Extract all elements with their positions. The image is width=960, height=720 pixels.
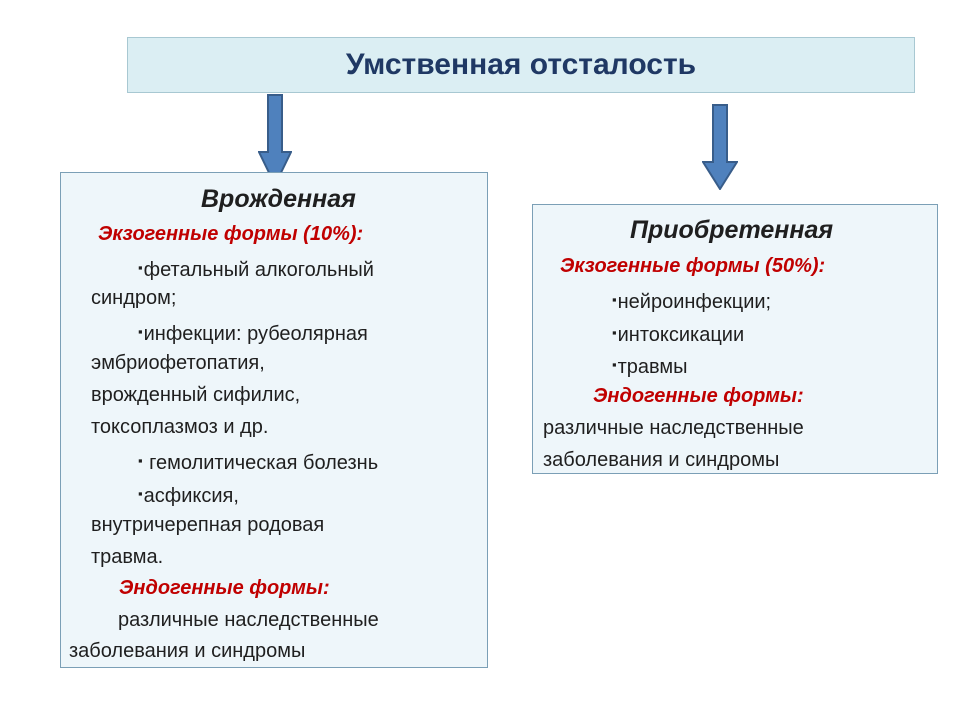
diagram-title: Умственная отсталость [345, 48, 697, 81]
acquired-box [532, 204, 938, 474]
bullet: ▪ [612, 325, 617, 340]
congenital-exogenous-heading: Экзогенные формы (10%): [98, 223, 364, 245]
list-item: ▪интоксикации [612, 324, 745, 346]
list-item: ▪ гемолитическая болезнь [138, 452, 379, 474]
list-item-continuation: врожденный сифилис, [91, 384, 301, 406]
list-item-continuation: токсоплазмоз и др. [91, 416, 269, 438]
congenital-box [60, 172, 488, 668]
list-item: ▪фетальный алкогольный [138, 259, 374, 281]
acquired-exogenous-heading: Экзогенные формы (50%): [560, 255, 826, 277]
bullet: ▪ [138, 260, 143, 275]
list-item: ▪асфиксия, [138, 485, 239, 507]
acquired-endogenous-text: различные наследственные [543, 417, 804, 439]
list-item-continuation: травма. [91, 546, 164, 568]
bullet: ▪ [138, 486, 143, 501]
list-item: ▪нейроинфекции; [612, 291, 772, 313]
list-item-continuation: внутричерепная родовая [91, 514, 325, 536]
bullet: ▪ [138, 453, 143, 468]
congenital-endogenous-text: заболевания и синдромы [69, 640, 306, 662]
acquired-heading: Приобретенная [630, 216, 834, 244]
list-item-continuation: эмбриофетопатия, [91, 352, 265, 374]
list-item: ▪инфекции: рубеолярная [138, 323, 368, 345]
acquired-endogenous-heading: Эндогенные формы: [593, 385, 804, 407]
list-item-continuation: синдром; [91, 287, 177, 309]
bullet: ▪ [138, 324, 143, 339]
bullet: ▪ [612, 357, 617, 372]
down-arrow-icon [702, 104, 738, 190]
congenital-heading: Врожденная [201, 185, 356, 213]
congenital-endogenous-heading: Эндогенные формы: [119, 577, 330, 599]
list-item: ▪травмы [612, 356, 688, 378]
congenital-endogenous-text: различные наследственные [118, 609, 379, 631]
title-box [127, 37, 915, 93]
bullet: ▪ [612, 292, 617, 307]
acquired-endogenous-text: заболевания и синдромы [543, 449, 780, 471]
